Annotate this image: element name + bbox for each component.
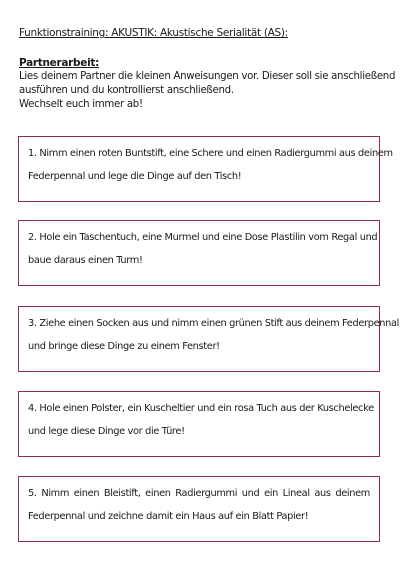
task-3-line-1: 3. Ziehe einen Socken aus und nimm einen grünen Stift aus deinem Federpennal: [28, 318, 399, 329]
task-box-2: [18, 220, 380, 286]
task-box-3: [18, 306, 399, 372]
instructions-line-1: Lies deinem Partner die kleinen Anweisungen vor. Dieser soll sie anschließend: [19, 71, 396, 82]
page-title: Funktionstraining: AKUSTIK: Akustische Serialität (AS):: [19, 27, 288, 39]
instructions-line-2: ausführen und du kontrollierst anschließend.: [19, 85, 234, 96]
section-subtitle: Partnerarbeit:: [19, 57, 99, 69]
task-box-4: [18, 391, 380, 457]
task-4-line-1: 4. Hole einen Polster, ein Kuscheltier und ein rosa Tuch aus der Kuschelecke: [28, 403, 374, 414]
task-1-line-1: 1. Nimm einen roten Buntstift, eine Schere und einen Radiergummi aus deinem: [28, 148, 393, 159]
task-2-line-2: baue daraus einen Turm!: [28, 255, 143, 266]
task-4-line-2: und lege diese Dinge vor die Türe!: [28, 426, 185, 437]
task-3-line-2: und bringe diese Dinge zu einem Fenster!: [28, 341, 220, 352]
instructions-line-3: Wechselt euch immer ab!: [19, 99, 143, 110]
task-2-line-1: 2. Hole ein Taschentuch, eine Murmel und eine Dose Plastilin vom Regal und: [28, 232, 378, 243]
task-1-line-2: Federpennal und lege die Dinge auf den Tisch!: [28, 171, 242, 182]
task-box-5: [18, 476, 380, 542]
task-5-line-2: Federpennal und zeichne damit ein Haus auf ein Blatt Papier!: [28, 511, 309, 522]
task-5-line-1: 5. Nimm einen Bleistift, einen Radiergummi und ein Lineal aus deinem: [28, 488, 370, 499]
instructions: [19, 70, 396, 112]
task-box-1: [18, 136, 393, 202]
